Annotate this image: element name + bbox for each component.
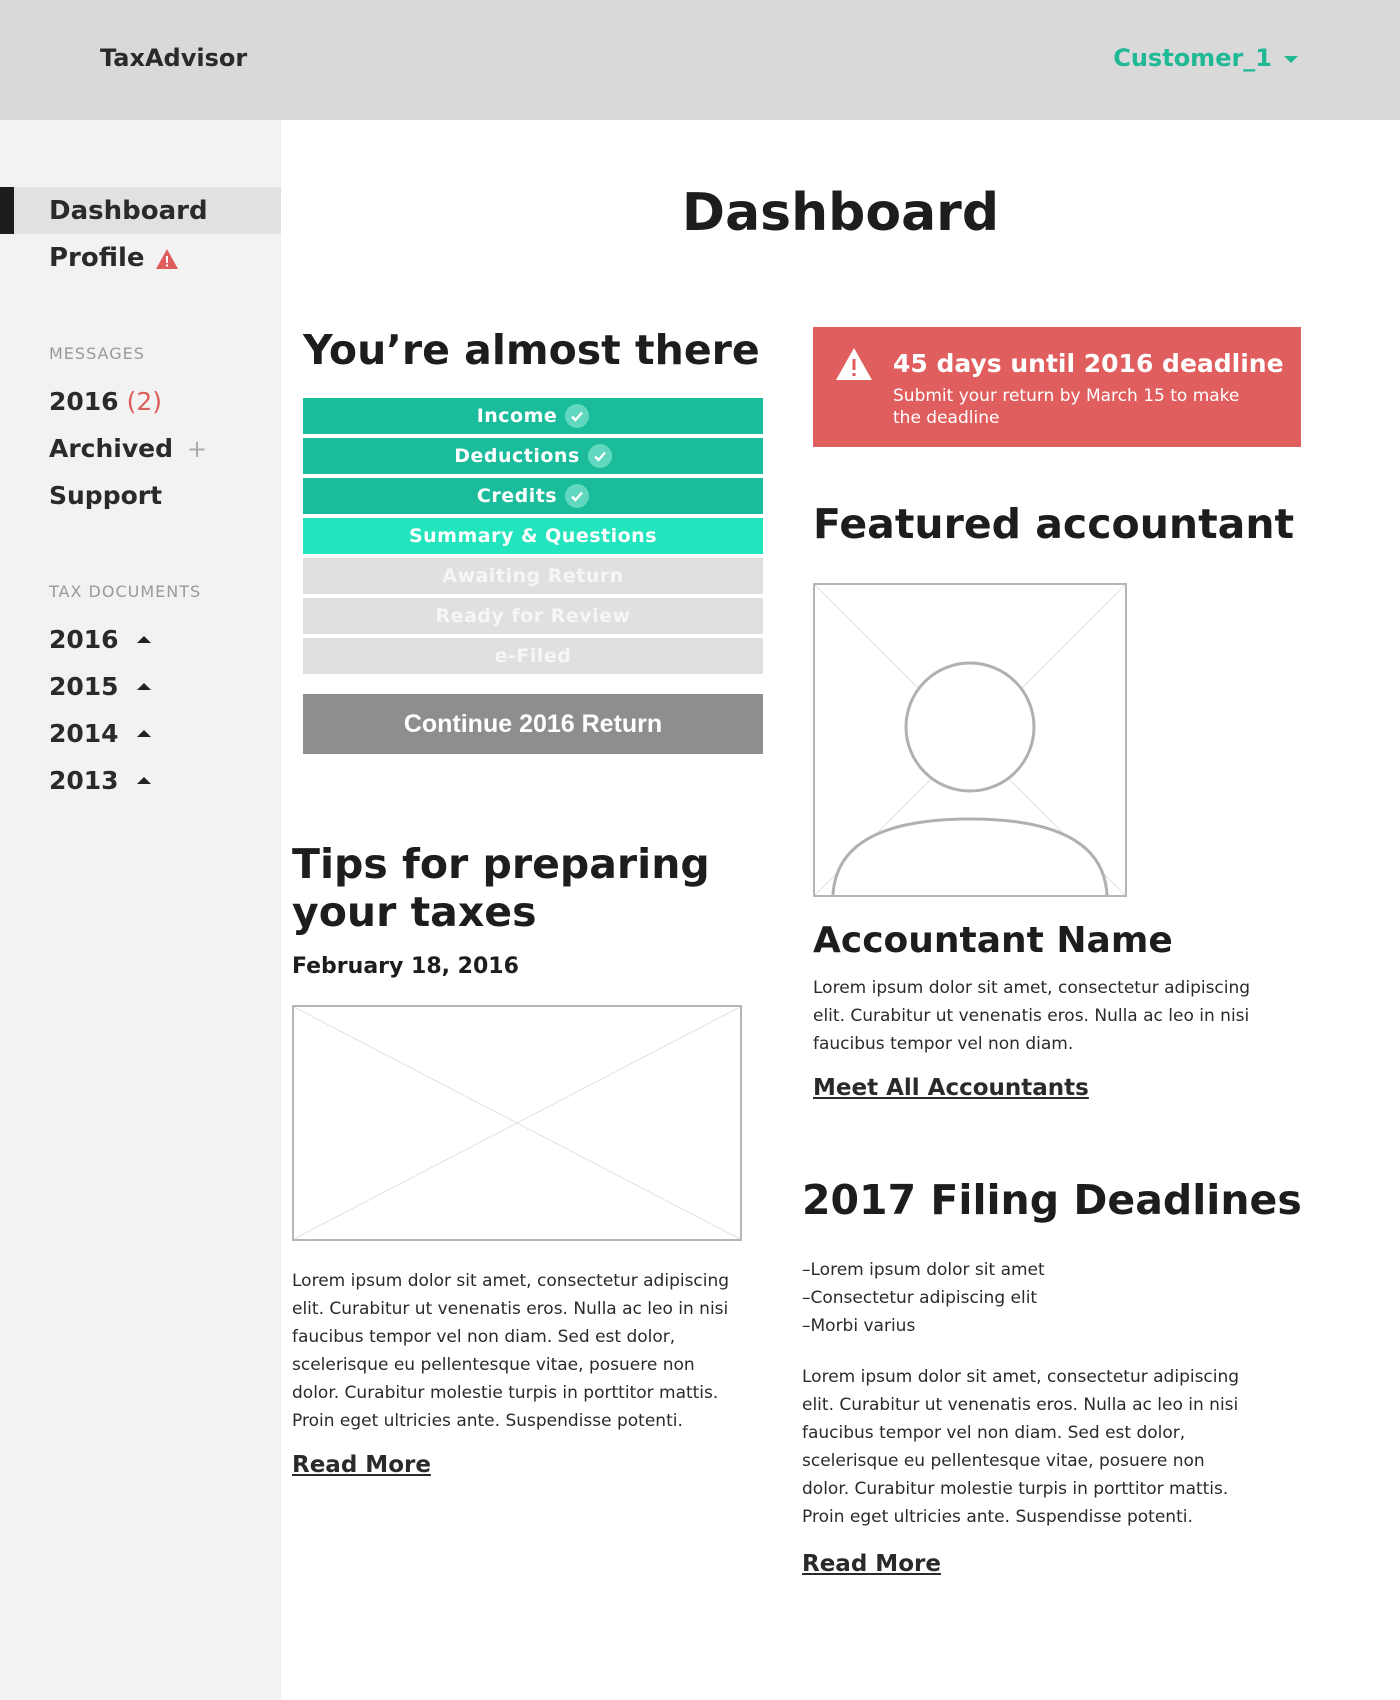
tax-doc-2015[interactable]	[49, 672, 151, 701]
chevron-down-icon	[1284, 56, 1298, 63]
tips-image-placeholder	[292, 1005, 742, 1241]
progress-step-label: Ready for Review	[435, 605, 631, 627]
progress-step-deductions[interactable]	[303, 438, 763, 474]
messages-heading: MESSAGES	[49, 344, 145, 363]
tax-doc-2014[interactable]	[49, 719, 151, 748]
user-menu[interactable]	[1113, 44, 1298, 72]
deadline-item: –Morbi varius	[802, 1316, 916, 1336]
sidebar-item-dashboard[interactable]	[0, 187, 281, 234]
alert-subtitle: Submit your return by March 15 to make the deadline	[893, 386, 1240, 428]
progress-step-label: Credits	[476, 485, 558, 507]
messages-2016-link[interactable]	[49, 387, 162, 416]
support-label: Support	[49, 481, 163, 510]
progress-step-income[interactable]	[303, 398, 763, 434]
tax-doc-label: 2014	[49, 719, 119, 748]
progress-step-label: Summary & Questions	[408, 525, 658, 547]
tax-documents-heading: TAX DOCUMENTS	[49, 582, 202, 601]
progress-step-label: Income	[476, 405, 558, 427]
deadlines-read-more-link[interactable]: Read More	[802, 1551, 941, 1577]
deadline-item: –Lorem ipsum dolor sit amet	[802, 1260, 1045, 1280]
progress-step-label: e-Filed	[494, 645, 572, 667]
tips-heading: Tips for preparing your taxes	[292, 840, 710, 936]
continue-return-button[interactable]: Continue 2016 Return	[303, 694, 763, 754]
progress-step-summary[interactable]	[303, 518, 763, 554]
deadlines-body: Lorem ipsum dolor sit amet, consectetur adipiscing elit. Curabitur ut venenatis eros. Nulla ac leo in nisi faucibus tempor vel non diam. Sed est dolor, scelerisque eu pellentesque vitae, posuere non dolor. Curabitur molestie turpis in porttitor mattis. Proin eget ultricies ante. Suspendisse potenti.	[802, 1367, 1240, 1527]
progress-heading: You’re almost there	[303, 326, 760, 374]
tax-doc-label: 2016	[49, 625, 119, 654]
tax-doc-2016[interactable]	[49, 625, 151, 654]
warning-icon	[835, 347, 873, 381]
top-bar	[0, 0, 1400, 120]
progress-step-awaiting-return	[303, 558, 763, 594]
filing-deadlines-heading: 2017 Filing Deadlines	[802, 1176, 1302, 1224]
messages-2016-label: 2016	[49, 387, 119, 416]
tips-read-more-link[interactable]: Read More	[292, 1452, 431, 1478]
chevron-up-icon	[137, 777, 151, 784]
tax-doc-label: 2015	[49, 672, 119, 701]
check-icon	[565, 404, 589, 428]
tips-body: Lorem ipsum dolor sit amet, consectetur adipiscing elit. Curabitur ut venenatis eros. Nulla ac leo in nisi faucibus tempor vel non diam. Sed est dolor, scelerisque eu pellentesque vitae, posuere non dolor. Curabitur molestie turpis in porttitor mattis. Proin eget ultricies ante. Suspendisse potenti.	[292, 1271, 730, 1431]
check-icon	[565, 484, 589, 508]
archived-label: Archived	[49, 434, 174, 463]
sidebar	[0, 120, 281, 1700]
user-name: Customer_1	[1113, 44, 1272, 72]
deadline-item: –Consectetur adipiscing elit	[802, 1288, 1038, 1308]
chevron-up-icon	[137, 636, 151, 643]
messages-archived-link[interactable]	[49, 434, 207, 463]
accountant-avatar	[813, 583, 1127, 897]
progress-step-label: Awaiting Return	[442, 565, 624, 587]
plus-icon: +	[187, 434, 208, 463]
deadline-alert	[813, 327, 1301, 447]
tax-doc-label: 2013	[49, 766, 119, 795]
sidebar-item-label: Profile	[49, 242, 145, 273]
unread-count-badge: (2)	[126, 387, 163, 416]
featured-accountant-heading: Featured accountant	[813, 500, 1295, 548]
chevron-up-icon	[137, 730, 151, 737]
progress-step-e-filed	[303, 638, 763, 674]
chevron-up-icon	[137, 683, 151, 690]
warning-icon	[155, 247, 179, 269]
accountant-name: Accountant Name	[813, 920, 1173, 961]
support-link[interactable]	[49, 481, 162, 510]
page-title: Dashboard	[681, 183, 1000, 243]
sidebar-item-label: Dashboard	[49, 195, 208, 226]
sidebar-item-profile[interactable]	[0, 234, 281, 281]
accountant-bio: Lorem ipsum dolor sit amet, consectetur adipiscing elit. Curabitur ut venenatis eros. Nulla ac leo in nisi faucibus tempor vel non diam.	[813, 978, 1251, 1054]
tax-doc-2013[interactable]	[49, 766, 151, 795]
progress-step-ready-for-review	[303, 598, 763, 634]
check-icon	[588, 444, 612, 468]
progress-step-label: Deductions	[454, 445, 580, 467]
alert-title: 45 days until 2016 deadline	[893, 349, 1284, 378]
brand-logo[interactable]: TaxAdvisor	[100, 44, 248, 72]
progress-step-credits[interactable]	[303, 478, 763, 514]
tips-date: February 18, 2016	[292, 954, 519, 979]
meet-all-accountants-link[interactable]: Meet All Accountants	[813, 1075, 1089, 1101]
